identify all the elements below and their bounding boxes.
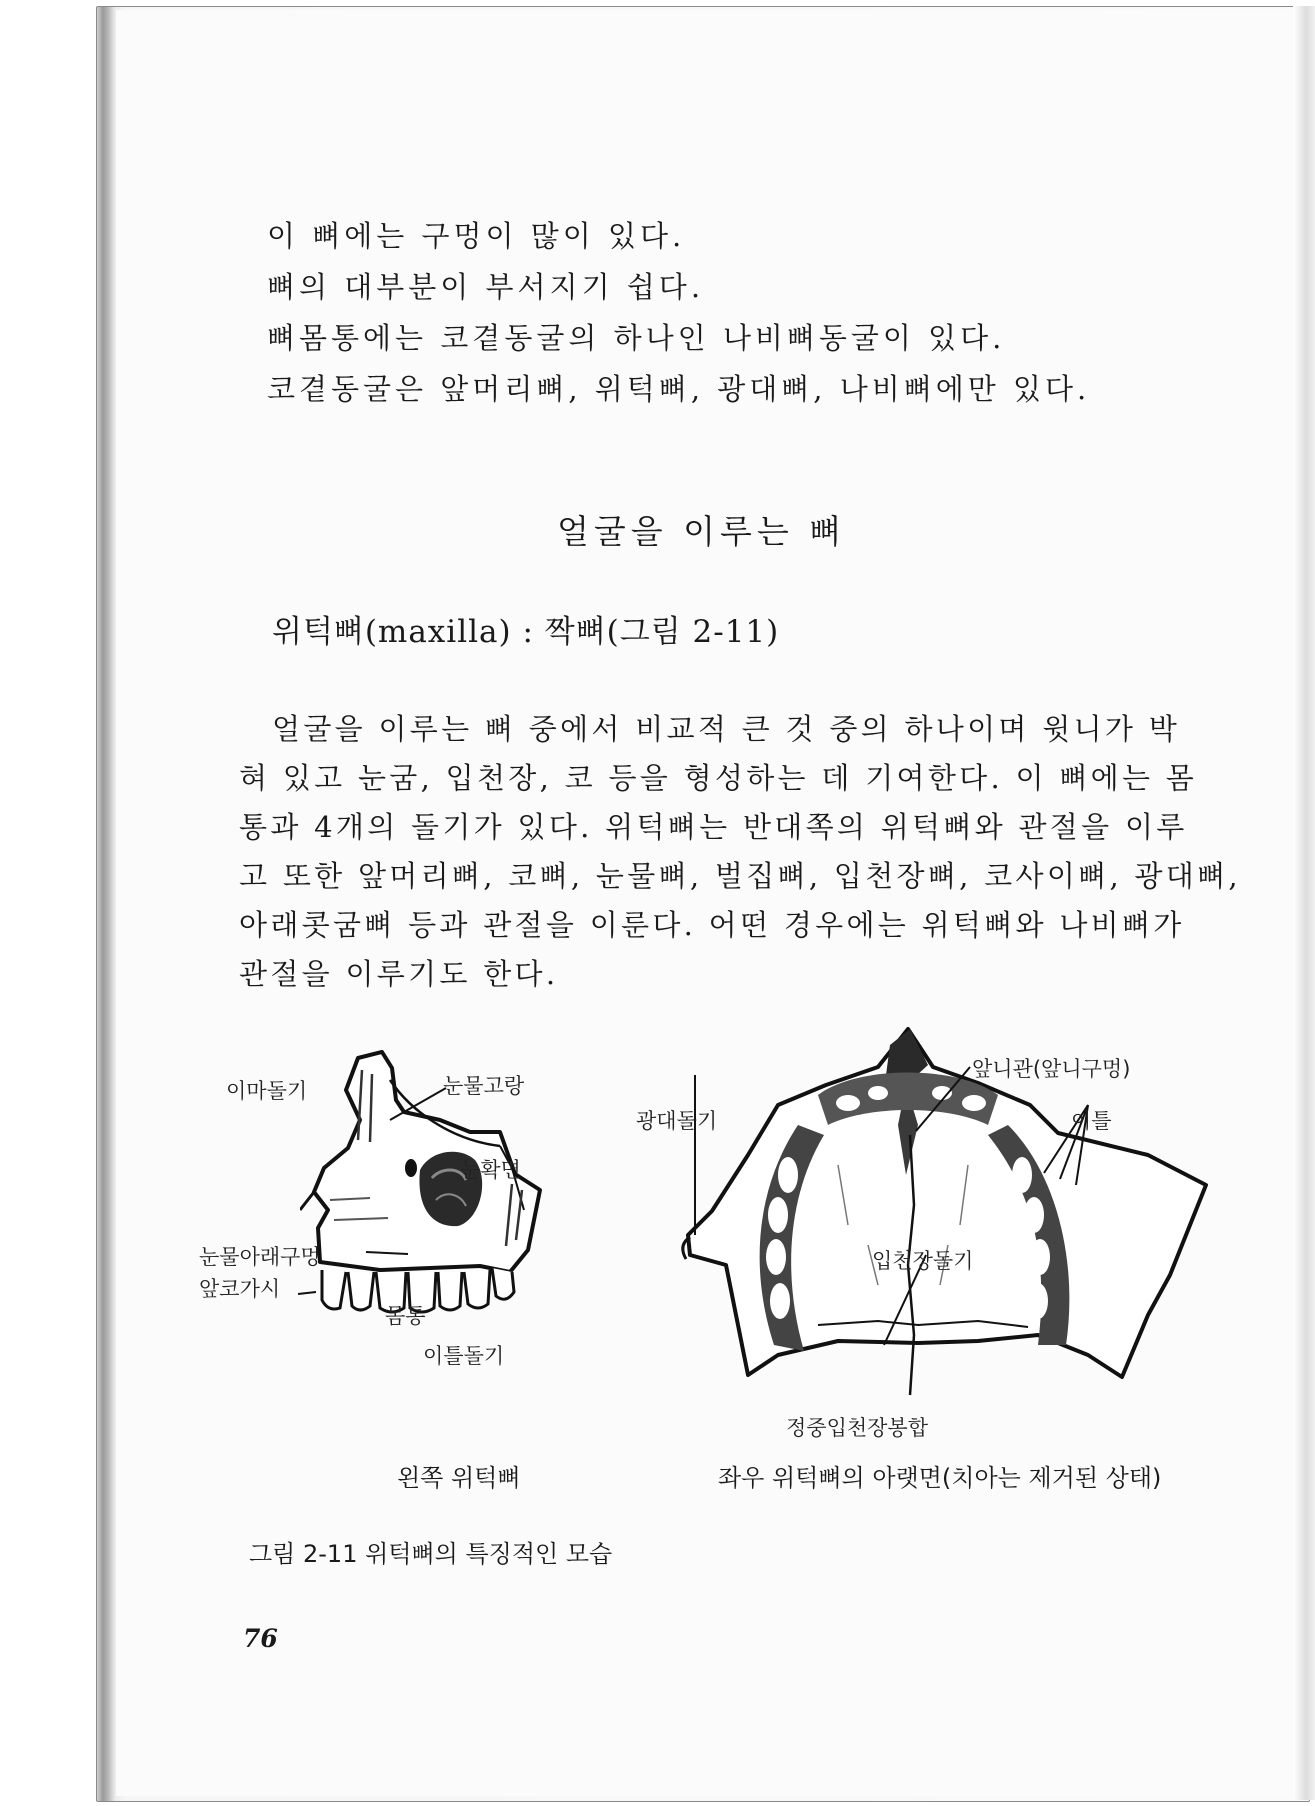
label-lacrimal-groove: 눈물고랑 <box>443 1074 525 1098</box>
label-alveolar-process: 이틀돌기 <box>423 1344 505 1368</box>
intro-line-3: 뼈몸통에는 코곁동굴의 하나인 나비뼈동굴이 있다. <box>267 321 1006 355</box>
intro-line-2: 뼈의 대부분이 부서지기 쉽다. <box>267 270 705 304</box>
label-body: 몸통 <box>385 1304 426 1328</box>
left-figure-caption: 왼쪽 위턱뼈 <box>397 1464 521 1492</box>
book-edge <box>1293 6 1315 1800</box>
figure-caption: 그림 2-11 위턱뼈의 특징적인 모습 <box>249 1540 613 1568</box>
label-zygomatic-process: 광대돌기 <box>636 1109 718 1133</box>
paragraph-line-3: 통과 4개의 돌기가 있다. 위턱뼈는 반대쪽의 위턱뼈와 관절을 이루 <box>239 810 1188 844</box>
right-leader-lines <box>680 1045 1160 1405</box>
paragraph-line-6: 관절을 이루기도 한다. <box>239 957 559 991</box>
section-heading: 얼굴을 이루는 뼈 <box>557 512 847 551</box>
paragraph-line-2: 혀 있고 눈굼, 입천장, 코 등을 형성하는 데 기여한다. 이 뼈에는 몸 <box>239 761 1198 795</box>
paragraph-line-5: 아래콧굼뼈 등과 관절을 이룬다. 어떤 경우에는 위턱뼈와 나비뼈가 <box>239 908 1185 942</box>
label-orbital-surface: 눈확면 <box>460 1158 521 1182</box>
label-incisive-canal: 앞니관(앞니구멍) <box>972 1057 1131 1081</box>
label-anterior-nasal-spine: 앞코가시 <box>199 1277 281 1301</box>
label-infraorbital-foramen: 눈물아래구멍 <box>199 1245 321 1269</box>
label-alveoli: 이틀 <box>1071 1109 1112 1133</box>
label-frontal-process: 이마돌기 <box>226 1079 308 1103</box>
intro-line-1: 이 뼈에는 구멍이 많이 있다. <box>267 219 686 253</box>
left-leader-lines <box>286 1080 546 1300</box>
label-palatine-process: 입천장돌기 <box>872 1249 974 1273</box>
page-number: 76 <box>243 1624 278 1653</box>
label-median-palatine-suture: 정중입천장봉합 <box>786 1416 929 1440</box>
subheading: 위턱뼈(maxilla) : 짝뼈(그림 2-11) <box>272 614 780 650</box>
paragraph-line-4: 고 또한 앞머리뼈, 코뼈, 눈물뼈, 벌집뼈, 입천장뼈, 코사이뼈, 광대뼈, <box>239 859 1241 893</box>
intro-line-4: 코곁동굴은 앞머리뼈, 위턱뼈, 광대뼈, 나비뼈에만 있다. <box>267 372 1091 406</box>
paragraph-line-1: 얼굴을 이루는 뼈 중에서 비교적 큰 것 중의 하나이며 윗니가 박 <box>272 712 1181 746</box>
right-figure-caption: 좌우 위턱뼈의 아랫면(치아는 제거된 상태) <box>718 1464 1162 1492</box>
